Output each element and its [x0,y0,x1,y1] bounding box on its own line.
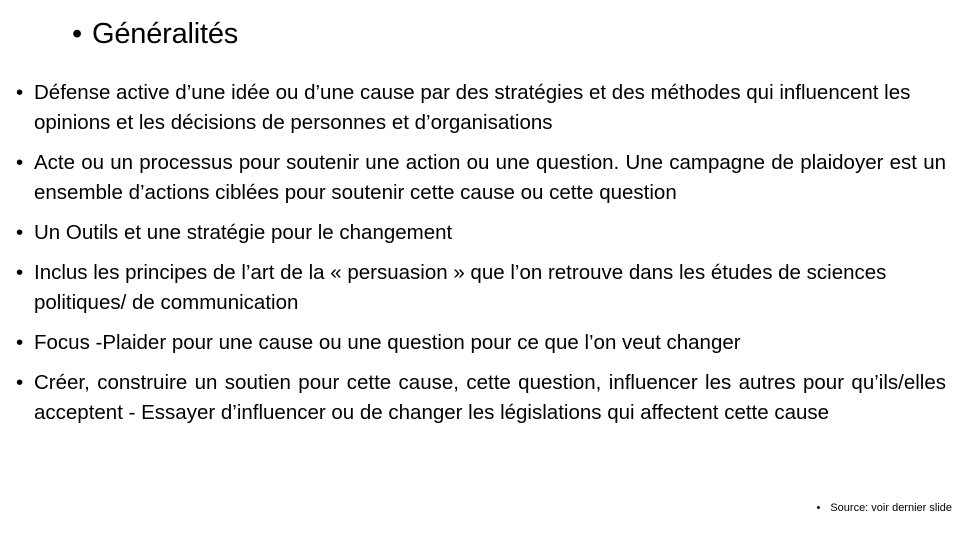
source-footnote [816,500,952,516]
bullet-dot: • [16,261,24,284]
list-item [16,258,946,318]
list-item-text: Un Outils et une stratégie pour le changement [34,221,453,244]
bullet-dot: • [16,331,24,354]
bullet-list [16,78,946,438]
list-item [16,78,946,138]
bullet-dot: • [16,221,24,244]
slide-title-text: Généralités [92,18,239,50]
list-item [16,148,946,208]
title-bullet: • [72,18,82,50]
bullet-dot: • [16,151,24,174]
list-item-text: Acte ou un processus pour soutenir une action ou une question. Une campagne de plaidoyer est un ensemble d’actions ciblées pour soutenir cette cause ou cette question [34,151,946,204]
list-item [16,328,946,358]
slide-title [72,14,238,54]
list-item [16,368,946,428]
list-item-text: Défense active d’une idée ou d’une cause par des stratégies et des méthodes qui influencent les opinions et les décisions de personnes et d’organisations [34,81,911,134]
bullet-dot: • [16,371,24,394]
list-item-text: Focus -Plaider pour une cause ou une question pour ce que l’on veut changer [34,331,741,354]
list-item-text: Inclus les principes de l’art de la « persuasion » que l’on retrouve dans les études de sciences politiques/ de communication [34,261,887,314]
list-item [16,218,946,248]
footnote-bullet: • [816,502,821,514]
list-item-text: Créer, construire un soutien pour cette cause, cette question, influencer les autres pour qu’ils/elles acceptent - Essayer d’influencer ou de changer les législations qui affectent cette cause [34,371,946,424]
bullet-dot: • [16,81,24,104]
footnote-text: Source: voir dernier slide [830,502,952,514]
